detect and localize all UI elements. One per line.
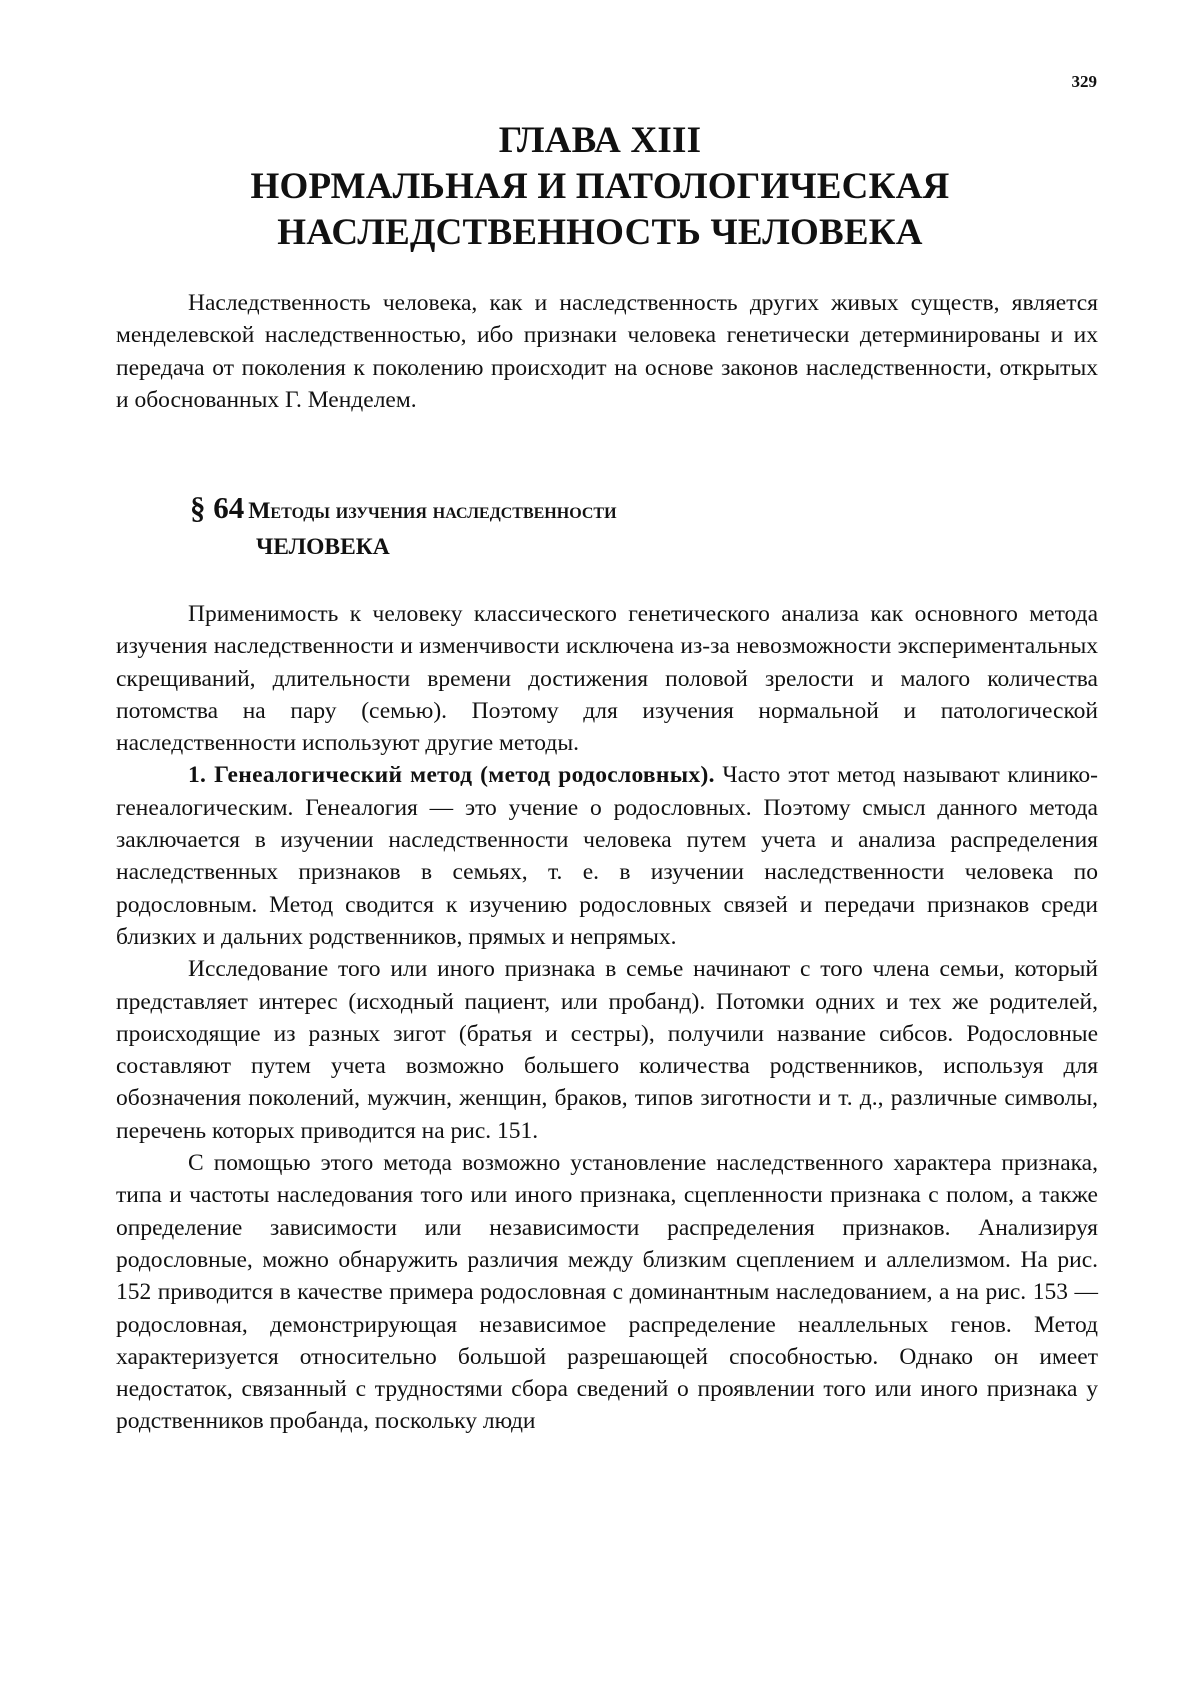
paragraph [116, 759, 1098, 953]
page-number: 329 [1071, 72, 1097, 91]
method-title: 1. Генеалогический метод (метод родословных). [188, 762, 715, 789]
chapter-heading [0, 118, 1200, 256]
section-heading [190, 488, 617, 562]
section-title-continued: ЧЕЛОВЕКА [256, 534, 390, 560]
intro-section [116, 287, 1098, 416]
chapter-heading-line: НАСЛЕДСТВЕННОСТЬ ЧЕЛОВЕКА [277, 212, 923, 253]
main-text [116, 598, 1098, 1438]
paragraph: Применимость к человеку классического генетического анализа как основного метода изучения наследственности и изменчивости исключена из-за невозможности экспериментальных скрещиваний, длительности времени достижения половой зрелости и малого количества потомства на пару (семью). Поэтому для изучения нормальной и патологической наследственности используют другие методы. [116, 601, 1098, 757]
section-title: Методы изучения наследственности [248, 498, 617, 524]
method-description: Часто этот метод называют клинико-генеалогическим. Генеалогия — это учение о родословных. Поэтому смысл данного метода заключается в изучении наследственности человека путем учета и анализа распределения наследственных признаков в семьях, т. е. в изучении наследственности человека по родословным. Метод сводится к изучению родословных связей и передачи признаков среди близких и дальних родственников, прямых и непрямых. [116, 762, 1099, 950]
chapter-heading-line: ГЛАВА XIII [498, 120, 702, 161]
chapter-heading-line: НОРМАЛЬНАЯ И ПАТОЛОГИЧЕСКАЯ [250, 166, 950, 207]
intro-paragraph: Наследственность человека, как и наследственность других живых существ, является менделевской наследственностью, ибо признаки человека генетически детерминированы и их передача от поколения к поколению происходит на основе законов наследственности, открытых и обоснованных Г. Менделем. [116, 290, 1098, 413]
paragraph: Исследование того или иного признака в семье начинают с того члена семьи, который представляет интерес (исходный пациент, или пробанд). Потомки одних и тех же родителей, происходящие из разных зигот (братья и сестры), получили название сибсов. Родословные составляют путем учета возможно большего количества родственников, используя для обозначения поколений, мужчин, женщин, браков, типов зиготности и т. д., различные символы, перечень которых приводится на рис. 151. [116, 956, 1098, 1144]
paragraph: С помощью этого метода возможно установление наследственного характера признака, типа и частоты наследования того или иного признака, сцепленности признака с полом, а также определение зависимости или независимости распределения признаков. Анализируя родословные, можно обнаружить различия между близким сцеплением и аллелизмом. На рис. 152 приводится в качестве примера родословная с доминантным наследованием, а на рис. 153 — родословная, демонстрирующая независимое распределение неаллельных генов. Метод характеризуется относительно большой разрешающей способностью. Однако он имеет недостаток, связанный с трудностями сбора сведений о проявлении того или иного признака у родственников пробанда, поскольку люди [116, 1150, 1098, 1435]
section-number: § 64 [190, 490, 245, 525]
